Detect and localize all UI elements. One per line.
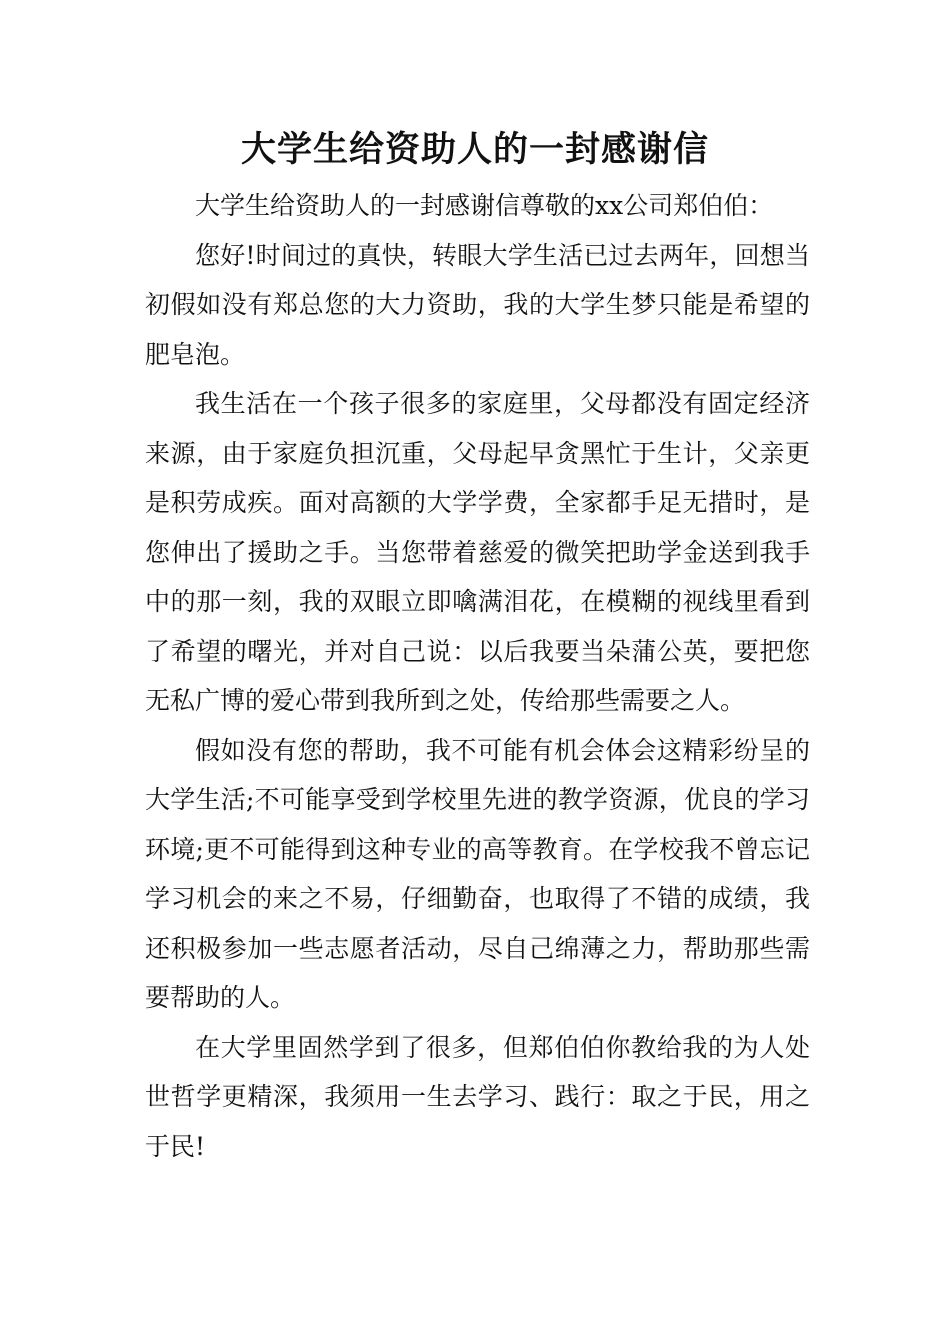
paragraph-family-background: 我生活在一个孩子很多的家庭里，父母都没有固定经济来源，由于家庭负担沉重，父母起早贪黑忙于生计，父亲更是积劳成疾。面对高额的大学学费，全家都手足无措时，是您伸出了援助之手。当您带着慈爱的微笑把助学金送到我手中的那一刻，我的双眼立即噙满泪花，在模糊的视线里看到了希望的曙光，并对自己说：以后我要当朵蒲公英，要把您无私广博的爱心带到我所到之处，传给那些需要之人。: [145, 389, 810, 715]
paragraph-philosophy: 在大学里固然学到了很多，但郑伯伯你教给我的为人处世哲学更精深，我须用一生去学习、践行：取之于民，用之于民!: [145, 1032, 810, 1161]
paragraph-college-life: 假如没有您的帮助，我不可能有机会体会这精彩纷呈的大学生活;不可能享受到学校里先进的教学资源，优良的学习环境;更不可能得到这种专业的高等教育。在学校我不曾忘记学习机会的来之不易，仔细勤奋，也取得了不错的成绩，我还积极参加一些志愿者活动，尽自己绵薄之力，帮助那些需要帮助的人。: [145, 735, 810, 1012]
paragraph-salutation: 大学生给资助人的一封感谢信尊敬的xx公司郑伯伯：: [195, 191, 774, 220]
paragraph-greeting: 您好!时间过的真快，转眼大学生活已过去两年，回想当初假如没有郑总您的大力资助，我的大学生梦只能是希望的肥皂泡。: [145, 240, 810, 369]
document-title: 大学生给资助人的一封感谢信: [240, 130, 709, 170]
letter-body: [145, 181, 810, 1171]
